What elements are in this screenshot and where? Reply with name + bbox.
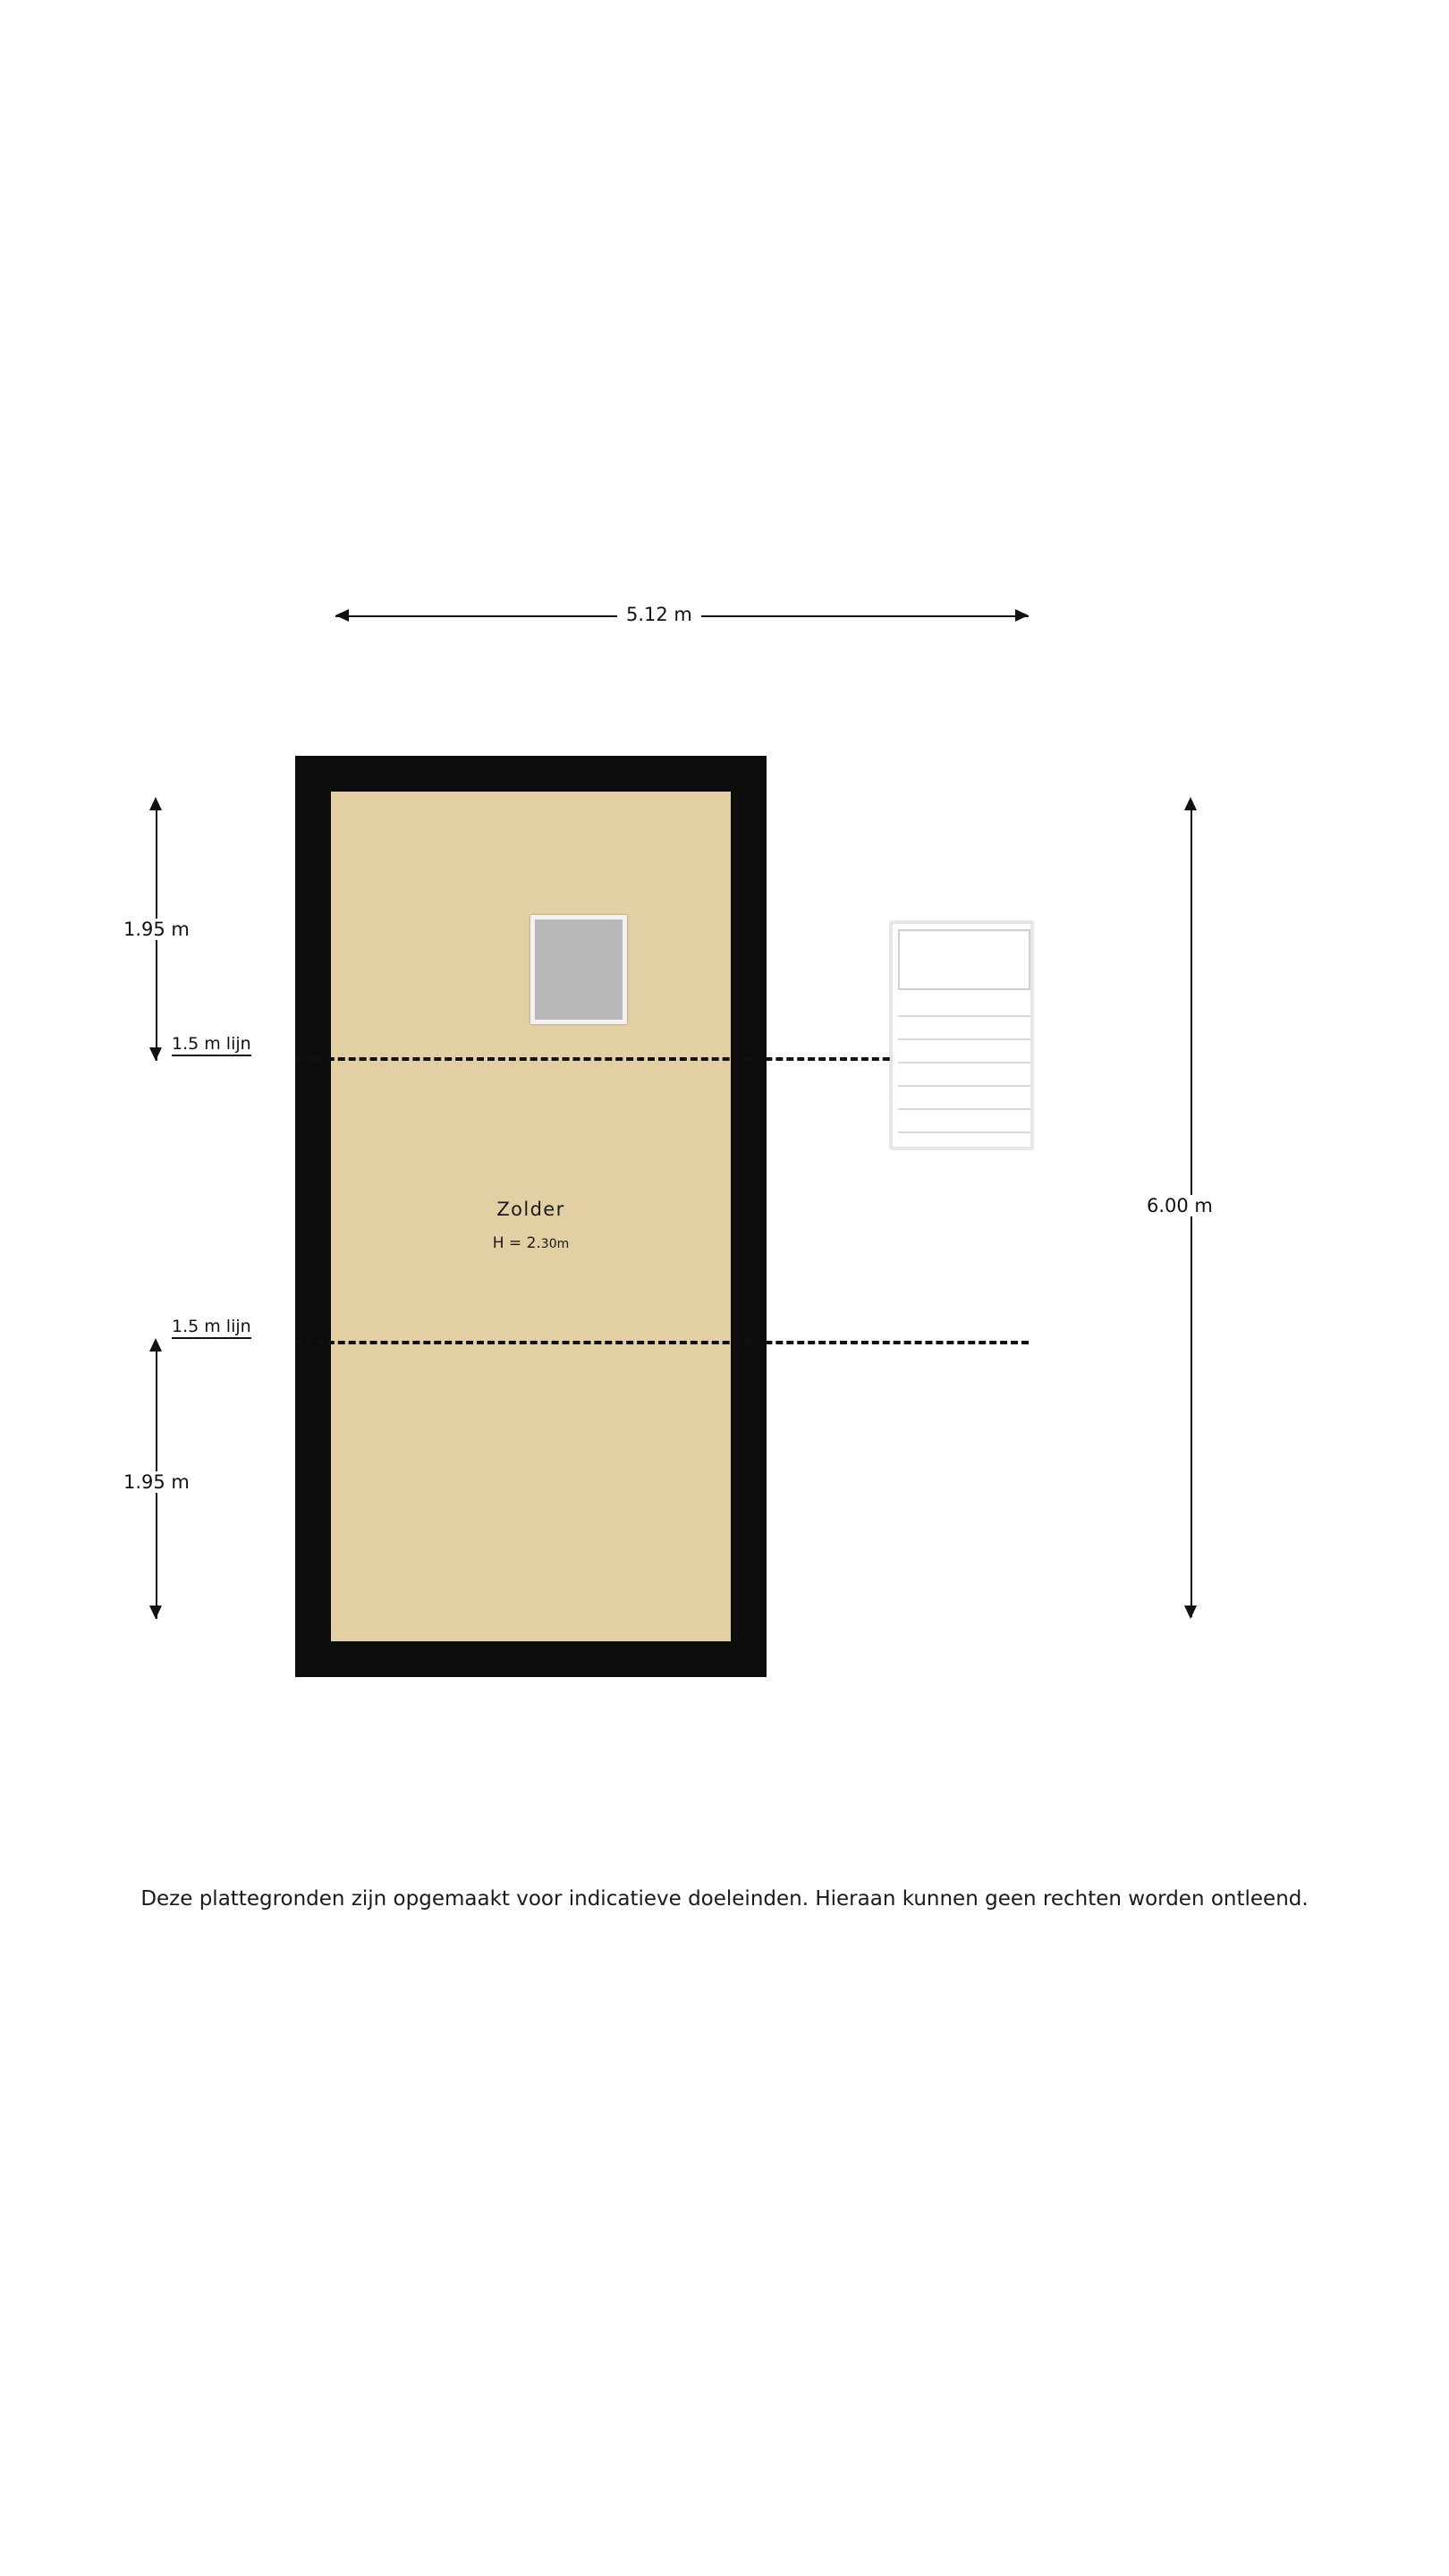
- dimension-arrow-left-bottom-down: [149, 1606, 162, 1619]
- skylight-icon: [530, 915, 627, 1024]
- dimension-arrow-left-top-up: [149, 797, 162, 810]
- dimension-label-left-top: 1.95 m: [114, 919, 199, 940]
- room-name-label: Zolder: [496, 1199, 565, 1220]
- staircase-step: [898, 994, 1030, 1017]
- dimension-arrow-left-bottom-up: [149, 1338, 162, 1352]
- staircase-step: [898, 1040, 1030, 1063]
- staircase-step: [898, 1063, 1030, 1087]
- disclaimer-text: Deze plattegronden zijn opgemaakt voor indicatieve doeleinden. Hieraan kunnen geen rechten worden ontleend.: [140, 1887, 1309, 1911]
- dimension-arrow-top-right: [1015, 609, 1029, 622]
- staircase-icon: [890, 921, 1033, 1149]
- height-line-bottom: [295, 1341, 1029, 1344]
- dimension-label-width: 5.12 m: [617, 604, 701, 625]
- dimension-arrow-right-top: [1184, 797, 1197, 810]
- height-line-bottom-label: 1.5 m lijn: [172, 1317, 251, 1339]
- height-line-top-label: 1.5 m lijn: [172, 1034, 251, 1056]
- room-height-label: [331, 1234, 731, 1252]
- dimension-label-left-bottom: 1.95 m: [114, 1471, 199, 1493]
- staircase-step: [898, 1110, 1030, 1133]
- staircase-step: [898, 1017, 1030, 1040]
- room-height-value: H = 2.: [492, 1234, 541, 1252]
- room-height-unit: 30m: [540, 1237, 570, 1251]
- dimension-arrow-top-left: [335, 609, 349, 622]
- dimension-label-height: 6.00 m: [1138, 1195, 1222, 1216]
- dimension-arrow-right-bottom: [1184, 1606, 1197, 1619]
- staircase-step: [898, 1087, 1030, 1110]
- staircase-landing: [898, 929, 1030, 990]
- dimension-arrow-left-top-down: [149, 1047, 162, 1061]
